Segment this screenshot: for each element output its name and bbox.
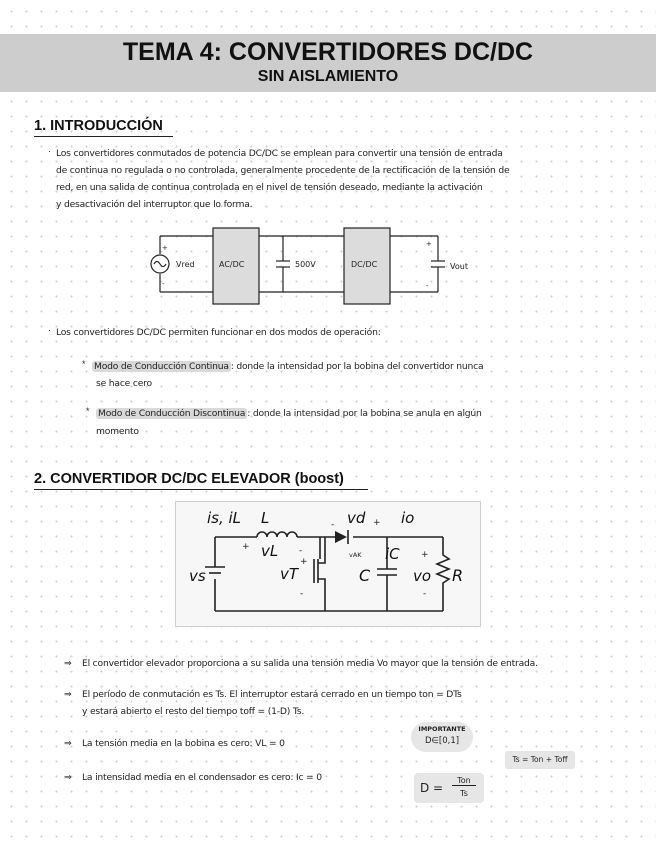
intro-line-3: red, en una salida de continua controlada en el nivel de tensión deseado, mediante la activación: [56, 182, 483, 193]
label-vL: vL: [261, 542, 279, 560]
important-note: IMPORTANTE D∈[0,1]: [411, 722, 473, 752]
boost-circuit: [175, 501, 481, 627]
svg-text:+: +: [242, 542, 250, 552]
block-diagram: [148, 224, 478, 306]
svg-text:+: +: [421, 550, 429, 560]
label-is-il: is, iL: [207, 509, 242, 527]
svg-text:+: +: [373, 518, 381, 528]
svg-text:+: +: [426, 240, 432, 248]
boost-point-2-cont: y estará abierto el resto del tiempo toff = (1-D) Ts.: [82, 706, 305, 717]
label-C: C: [359, 566, 371, 585]
page-subtitle: SIN AISLAMIENTO: [257, 68, 399, 85]
label-L: L: [261, 509, 270, 527]
label-R: R: [452, 566, 464, 585]
svg-text:+: +: [300, 557, 308, 567]
svg-text:-: -: [299, 546, 303, 556]
arrow-icon: ⇒: [64, 772, 72, 783]
svg-text:-: -: [423, 589, 427, 599]
svg-text:-: -: [162, 280, 165, 288]
page-title: TEMA 4: CONVERTIDORES DC/DC: [122, 38, 534, 66]
bullet: ·: [48, 146, 51, 156]
mode-continuous: Modo de Conducción Continua : donde la intensidad por la bobina del convertidor nunca: [94, 361, 484, 372]
svg-text:+: +: [162, 244, 168, 252]
svg-text:-: -: [300, 589, 304, 599]
svg-text:-: -: [426, 282, 429, 290]
label-vout: Vout: [450, 262, 468, 271]
arrow-icon: ⇒: [64, 658, 72, 669]
intro-line-1: Los convertidores conmutados de potencia DC/DC se emplean para convertir una tensión de entrada: [56, 148, 503, 159]
label-cap-voltage: 500V: [295, 260, 316, 269]
boost-point-2: El período de conmutación es Ts. El interruptor estará cerrado en un tiempo ton = DTs: [82, 689, 462, 700]
boost-point-1: El convertidor elevador proporciona a su salida una tensión media Vo mayor que la tensión de entrada.: [82, 658, 538, 669]
modes-intro: Los convertidores DC/DC permiten funcionar en dos modos de operación:: [56, 327, 381, 338]
mode-discontinuous-cont: momento: [96, 426, 139, 437]
intro-line-2: de continua no regulada o no controlada, generalmente procedente de la rectificación de la tensión de: [56, 165, 510, 176]
mode-continuous-cont: se hace cero: [96, 378, 152, 389]
mode-discontinuous: Modo de Conducción Discontinua : donde la intensidad por la bobina se anula en algún: [98, 408, 482, 419]
boost-point-3: La tensión media en la bobina es cero: VL = 0: [82, 738, 285, 749]
label-vs: vs: [189, 567, 206, 585]
section-1-heading: 1. INTRODUCCIÓN: [34, 118, 163, 134]
label-ac-dc: AC/DC: [219, 260, 245, 269]
duty-cycle-formula: D = Ton Ts: [414, 773, 484, 803]
ts-formula: Ts = Ton + Toff: [505, 751, 575, 769]
label-vo: vo: [413, 567, 432, 585]
label-vd: vd: [347, 509, 366, 527]
arrow-icon: ⇒: [64, 689, 72, 700]
label-ic: iC: [385, 545, 400, 563]
label-vT: vT: [280, 565, 299, 583]
boost-point-4: La intensidad media en el condensador es cero: Ic = 0: [82, 772, 322, 783]
intro-line-4: y desactivación del interruptor que lo forma.: [56, 199, 253, 210]
label-vred: Vred: [176, 260, 195, 269]
label-vak: vAK: [349, 551, 362, 559]
label-io: io: [401, 509, 415, 527]
section-2-heading: 2. CONVERTIDOR DC/DC ELEVADOR (boost): [34, 471, 344, 487]
arrow-icon: ⇒: [64, 738, 72, 749]
label-dc-dc: DC/DC: [351, 260, 378, 269]
svg-text:-: -: [331, 520, 335, 530]
